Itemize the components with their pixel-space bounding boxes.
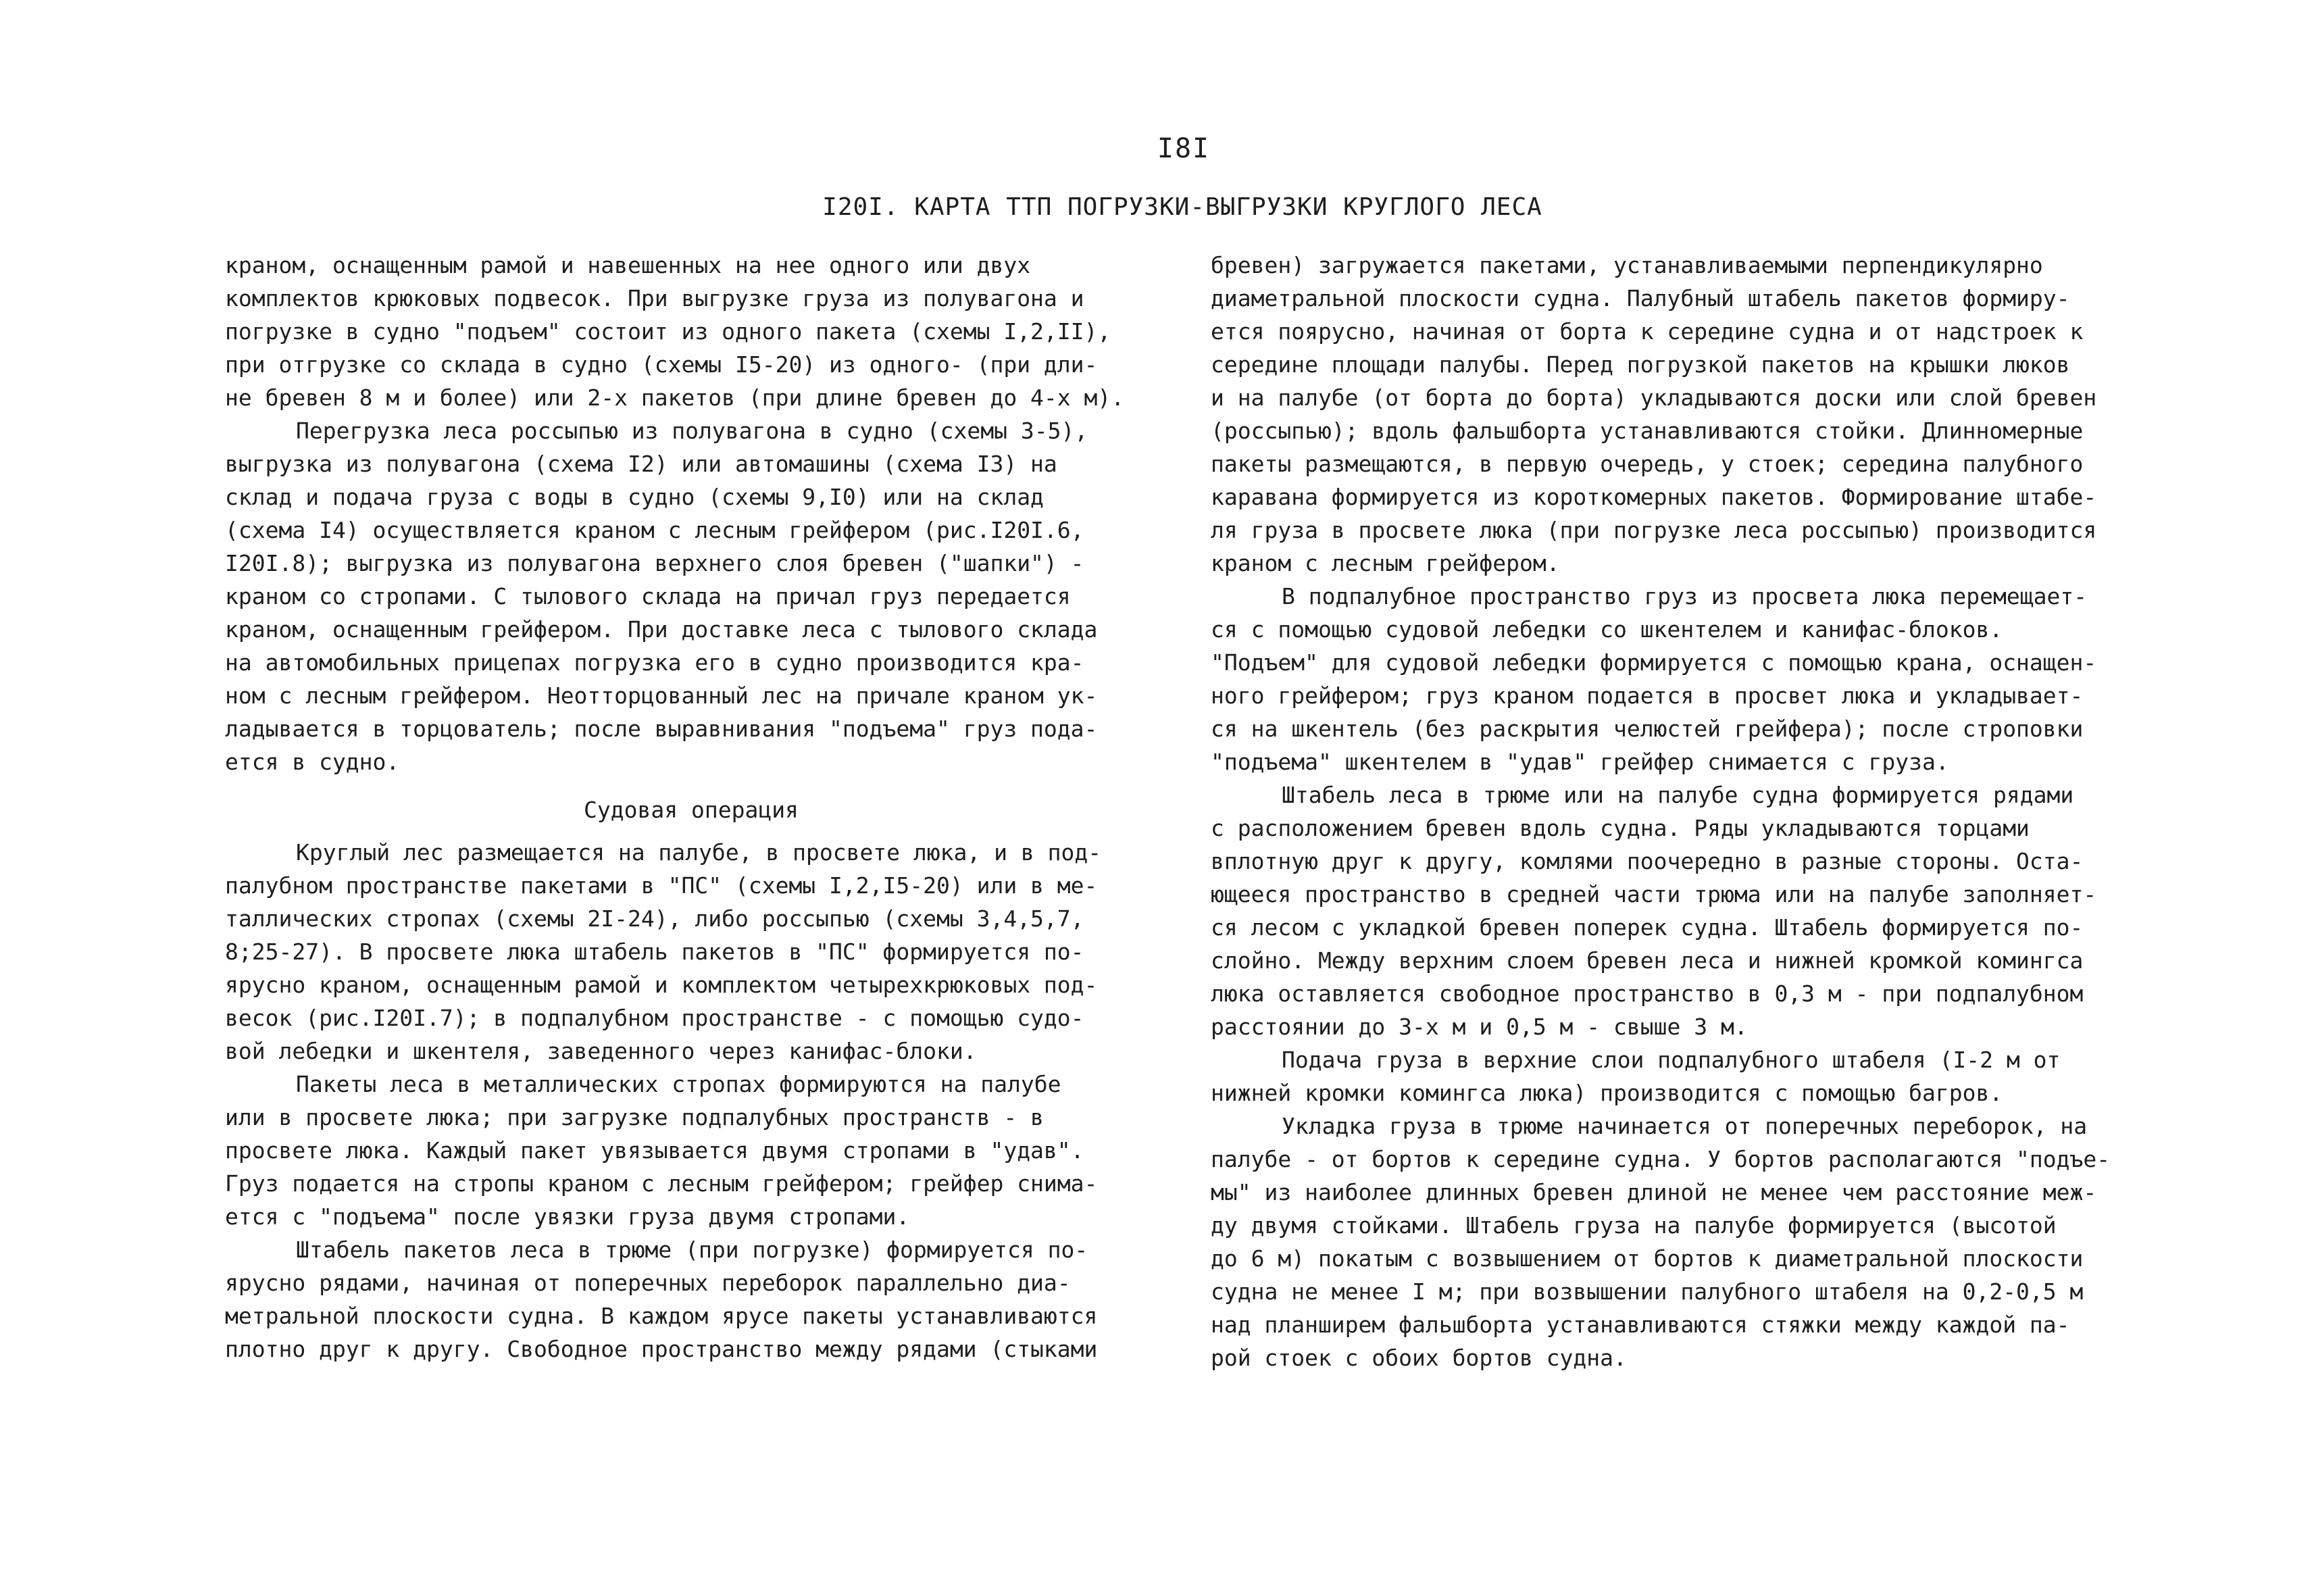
text-line: до 6 м) покатым с возвышением от бортов к диаметральной плоскости [1211, 1245, 2084, 1272]
text-line: Укладка груза в трюме начинается от поперечных переборок, на [1282, 1113, 2088, 1139]
text-line: мы" из наиболее длинных бревен длиной не менее чем расстояние меж- [1211, 1179, 2097, 1205]
text-line: Перегрузка леса россыпью из полувагона в судно (схемы 3-5), [296, 418, 1088, 444]
text-line: выгрузка из полувагона (схема I2) или автомашины (схема I3) на [225, 451, 1057, 477]
text-line: I20I.8); выгрузка из полувагона верхнего слоя бревен ("шапки") - [225, 550, 1084, 576]
text-line: весок (рис.I20I.7); в подпалубном пространстве - с помощью судо- [225, 1005, 1084, 1031]
text-line: ется поярусно, начиная от борта к середине судна и от надстроек к [1211, 318, 2084, 345]
text-line: ся лесом с укладкой бревен поперек судна. Штабель формируется по- [1211, 914, 2084, 941]
text-line: краном, оснащенным грейфером. При доставке леса с тылового склада [225, 616, 1098, 643]
text-line: Пакеты леса в металлических стропах формируются на палубе [296, 1071, 1061, 1097]
text-line: таллических стропах (схемы 2I-24), либо россыпью (схемы 3,4,5,7, [225, 905, 1084, 932]
text-line: ярусно рядами, начиная от поперечных переборок параллельно диа- [225, 1270, 1071, 1296]
text-line: погрузке в судно "подъем" состоит из одного пакета (схемы I,2,II), [225, 318, 1111, 345]
text-line: при отгрузке со склада в судно (схемы I5-20) из одного- (при дли- [225, 351, 1098, 378]
text-line: вой лебедки и шкентеля, заведенного через канифас-блоки. [225, 1038, 977, 1064]
text-line: склад и подача груза с воды в судно (схемы 9,I0) или на склад [225, 484, 1044, 510]
text-line: Подача груза в верхние слои подпалубного штабеля (I-2 м от [1282, 1047, 2061, 1073]
text-line: бревен) загружается пакетами, устанавливаемыми перпендикулярно [1211, 252, 2043, 278]
right-column [1211, 249, 2143, 1374]
text-line: комплектов крюковых подвесок. При выгрузке груза из полувагона и [225, 285, 1084, 311]
text-line: Груз подается на стропы краном с лесным грейфером; грейфер снима- [225, 1170, 1098, 1197]
text-line: судна не менее I м; при возвышении палубного штабеля на 0,2-0,5 м [1211, 1278, 2084, 1305]
text-line: (схема I4) осуществляется краном с лесным грейфером (рис.I20I.6, [225, 517, 1084, 543]
text-line: ду двумя стойками. Штабель груза на палубе формируется (высотой [1211, 1212, 2057, 1239]
text-line: ся на шкентель (без раскрытия челюстей грейфера); после строповки [1211, 716, 2084, 742]
text-line: плотно друг к другу. Свободное пространство между рядами (стыками [225, 1336, 1098, 1362]
page-title: I20I. КАРТА ТТП ПОГРУЗКИ-ВЫГРУЗКИ КРУГЛОГО ЛЕСА [822, 193, 1542, 221]
text-line: Круглый лес размещается на палубе, в просвете люка, и в под- [296, 839, 1102, 866]
text-line: (россыпью); вдоль фальшборта устанавливаются стойки. Длинномерные [1211, 418, 2084, 444]
text-line: середине площади палубы. Перед погрузкой пакетов на крышки люков [1211, 351, 2070, 378]
text-line: не бревен 8 м и более) или 2-х пакетов (при длине бревен до 4-х м). [225, 384, 1125, 411]
text-line: вплотную друг к другу, комлями поочередно в разные стороны. Оста- [1211, 848, 2084, 874]
text-line: "Подъем" для судовой лебедки формируется с помощью крана, оснащен- [1211, 649, 2097, 676]
section-heading: Судовая операция [584, 797, 799, 823]
text-line: краном со стропами. С тылового склада на причал груз передается [225, 583, 1071, 609]
text-line: В подпалубное пространство груз из просвета люка перемещает- [1282, 583, 2088, 609]
text-line: над планширем фальшборта устанавливаются стяжки между каждой па- [1211, 1312, 2070, 1338]
text-line: ного грейфером; груз краном подается в просвет люка и укладывает- [1211, 682, 2084, 709]
text-line: рой стоек с обоих бортов судна. [1211, 1345, 1627, 1371]
left-column [225, 249, 1157, 1366]
text-line: с расположением бревен вдоль судна. Ряды укладываются торцами [1211, 815, 2030, 841]
text-line: пакеты размещаются, в первую очередь, у стоек; середина палубного [1211, 451, 2084, 477]
text-line: ся с помощью судовой лебедки со шкентелем и канифас-блоков. [1211, 616, 2003, 643]
text-line: ярусно краном, оснащенным рамой и комплектом четырехкрюковых под- [225, 972, 1098, 998]
text-line: ется с "подъема" после увязки груза двумя стропами. [225, 1203, 910, 1230]
text-line: краном с лесным грейфером. [1211, 550, 1560, 576]
text-line: 8;25-27). В просвете люка штабель пакетов в "ПС" формируется по- [225, 939, 1084, 965]
text-line: Штабель леса в трюме или на палубе судна формируется рядами [1282, 782, 2074, 808]
text-line: просвете люка. Каждый пакет увязывается двумя стропами в "удав". [225, 1137, 1084, 1164]
text-line: диаметральной плоскости судна. Палубный штабель пакетов формиру- [1211, 285, 2070, 311]
text-line: Штабель пакетов леса в трюме (при погрузке) формируется по- [296, 1237, 1088, 1263]
text-line: и на палубе (от борта до борта) укладываются доски или слой бревен [1211, 384, 2097, 411]
text-line: ется в судно. [225, 749, 400, 775]
text-line: палубном пространстве пакетами в "ПС" (схемы I,2,I5-20) или в ме- [225, 872, 1098, 899]
text-line: ля груза в просвете люка (при погрузке леса россыпью) производится [1211, 517, 2097, 543]
text-line: нижней кромки комингса люка) производится с помощью багров. [1211, 1080, 2003, 1106]
text-line: слойно. Между верхним слоем бревен леса и нижней кромкой комингса [1211, 947, 2084, 974]
text-line: каравана формируется из короткомерных пакетов. Формирование штабе- [1211, 484, 2097, 510]
text-line: на автомобильных прицепах погрузка его в судно производится кра- [225, 649, 1084, 676]
text-line: люка оставляется свободное пространство в 0,3 м - при подпалубном [1211, 980, 2084, 1007]
text-line: ющееся пространство в средней части трюма или на палубе заполняет- [1211, 881, 2097, 907]
page-number: I8I [1157, 133, 1211, 164]
text-line: ном с лесным грейфером. Неотторцованный лес на причале краном ук- [225, 682, 1098, 709]
text-line: краном, оснащенным рамой и навешенных на нее одного или двух [225, 252, 1031, 278]
text-line: ладывается в торцователь; после выравнивания "подъема" груз пода- [225, 716, 1098, 742]
text-line: "подъема" шкентелем в "удав" грейфер снимается с груза. [1211, 749, 1949, 775]
text-line: расстоянии до 3-х м и 0,5 м - свыше 3 м. [1211, 1014, 1748, 1040]
text-line: метральной плоскости судна. В каждом ярусе пакеты устанавливаются [225, 1303, 1098, 1329]
text-line: или в просвете люка; при загрузке подпалубных пространств - в [225, 1104, 1044, 1130]
text-line: палубе - от бортов к середине судна. У бортов располагаются "подъе- [1211, 1146, 2111, 1172]
